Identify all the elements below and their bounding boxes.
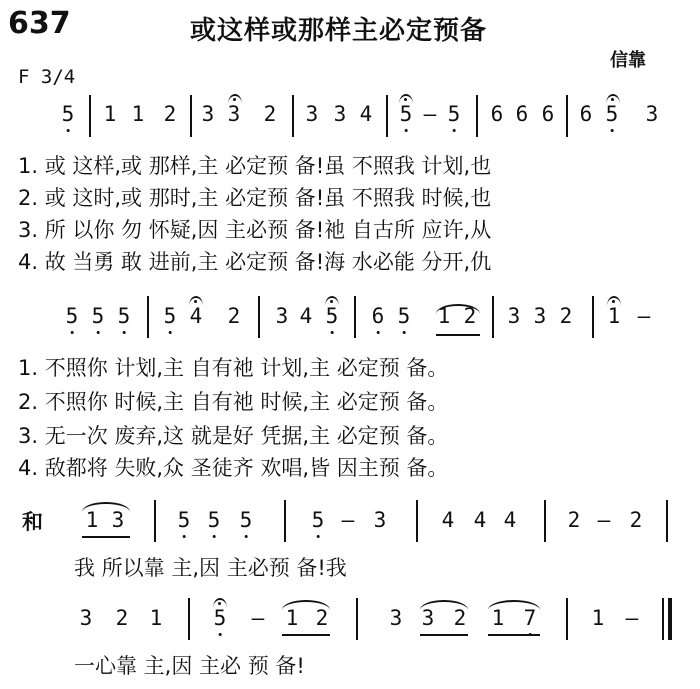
fermata-icon [213,598,227,608]
refrain-lyric-1: 我 所以靠 主,因 主必预 备!我 [74,556,347,580]
barline [292,95,294,137]
final-barline [662,598,664,640]
note: 5 [399,102,413,126]
note: 1 [85,508,99,532]
note: 2 [263,102,277,126]
beam [488,634,540,636]
barline [147,296,149,338]
note: 1 [437,304,451,328]
fermata-icon [399,94,413,104]
fermata-icon [189,296,203,306]
lyric-line-4: 4. 故 当勇 敢 进前,主 必定预 备!海 水必能 分开,仇 [18,250,492,274]
note: 5 [447,102,461,126]
note: 3 [227,102,241,126]
note: 4 [189,304,203,328]
note: 4 [503,508,517,532]
slur [82,502,130,512]
lyric-line-1: 1. 或 这样,或 那样,主 必定预 备!虽 不照我 计划,也 [18,154,492,178]
barline [666,500,668,542]
barline [476,95,478,137]
dash: — [423,102,437,126]
note: 3 [275,304,289,328]
note: 7 [523,606,537,630]
slur [282,600,330,610]
note: 1 [607,304,621,328]
note: 5 [311,508,325,532]
dash: — [637,304,651,328]
hymn-number: 637 [8,6,71,41]
note: 1 [491,606,505,630]
key-signature: F 3/4 [18,66,76,88]
note: 5 [117,304,131,328]
note: 4 [441,508,455,532]
note: 6 [579,102,593,126]
barline [89,95,91,137]
barline [354,296,356,338]
note: 1 [103,102,117,126]
barline [258,296,260,338]
note: 3 [421,606,435,630]
note: 3 [389,606,403,630]
note: 4 [299,304,313,328]
note: 3 [333,102,347,126]
barline [190,95,192,137]
fermata-icon [607,296,621,306]
note: 5 [207,508,221,532]
note: 2 [453,606,467,630]
barline [492,296,494,338]
barline [592,296,594,338]
beam [82,536,130,538]
note: 5 [177,508,191,532]
dash: — [341,508,355,532]
fermata-icon [228,94,242,104]
note: 5 [397,304,411,328]
refrain-notes-1 [0,508,700,538]
slur [420,600,468,610]
fermata-icon [606,94,620,104]
lyric-line-2: 2. 或 这时,或 那时,主 必定预 备!虽 不照我 时候,也 [18,186,492,210]
note: 6 [515,102,529,126]
note: 5 [91,304,105,328]
hymn-title: 或这样或那样主必定预备 [190,16,488,46]
barline [416,500,418,542]
note: 5 [239,508,253,532]
final-barline-thick [668,598,672,640]
note: 2 [629,508,643,532]
lyric-line-2: 2. 不照你 时候,主 自有祂 时候,主 必定预 备。 [18,390,449,414]
note: 5 [61,102,75,126]
lyric-line-1: 1. 不照你 计划,主 自有祂 计划,主 必定预 备。 [18,356,449,380]
barline [188,598,190,640]
note: 6 [541,102,555,126]
note: 1 [591,606,605,630]
note: 2 [559,304,573,328]
barline [566,598,568,640]
refrain-lyric-2: 一心靠 主,因 主必 预 备! [74,654,305,678]
system1-notes [0,102,700,132]
dash: — [625,606,639,630]
system2-notes [0,304,700,334]
note: 1 [149,606,163,630]
lyric-line-3: 3. 所 以你 勿 怀疑,因 主必预 备!祂 自古所 应许,从 [18,218,492,242]
dash: — [597,508,611,532]
barline [544,500,546,542]
barline [386,95,388,137]
note: 2 [163,102,177,126]
note: 6 [490,102,504,126]
note: 5 [65,304,79,328]
lyric-line-3: 3. 无一次 废弃,这 就是好 凭据,主 必定预 备。 [18,424,449,448]
slur [488,600,540,610]
barline [356,598,358,640]
note: 2 [115,606,129,630]
note: 3 [533,304,547,328]
note: 2 [463,304,477,328]
note: 4 [359,102,373,126]
note: 1 [285,606,299,630]
beam [436,334,480,336]
note: 4 [473,508,487,532]
note: 5 [325,304,339,328]
barline [154,500,156,542]
beam [420,634,468,636]
note: 5 [605,102,619,126]
note: 3 [79,606,93,630]
note: 3 [111,508,125,532]
dash: — [251,606,265,630]
note: 3 [373,508,387,532]
beam [282,634,330,636]
barline [566,95,568,137]
lyric-line-4: 4. 敌都将 失败,众 圣徒齐 欢唱,皆 因主预 备。 [18,456,449,480]
barline [284,500,286,542]
note: 6 [371,304,385,328]
refrain-notes-2 [0,606,700,636]
refrain-label: 和 [22,510,43,534]
note: 1 [131,102,145,126]
note: 2 [567,508,581,532]
note: 5 [163,304,177,328]
note: 3 [201,102,215,126]
hymn-author: 信靠 [610,50,646,71]
note: 3 [645,102,659,126]
note: 2 [315,606,329,630]
note: 5 [213,606,227,630]
fermata-icon [325,296,339,306]
note: 2 [227,304,241,328]
note: 3 [507,304,521,328]
note: 3 [305,102,319,126]
